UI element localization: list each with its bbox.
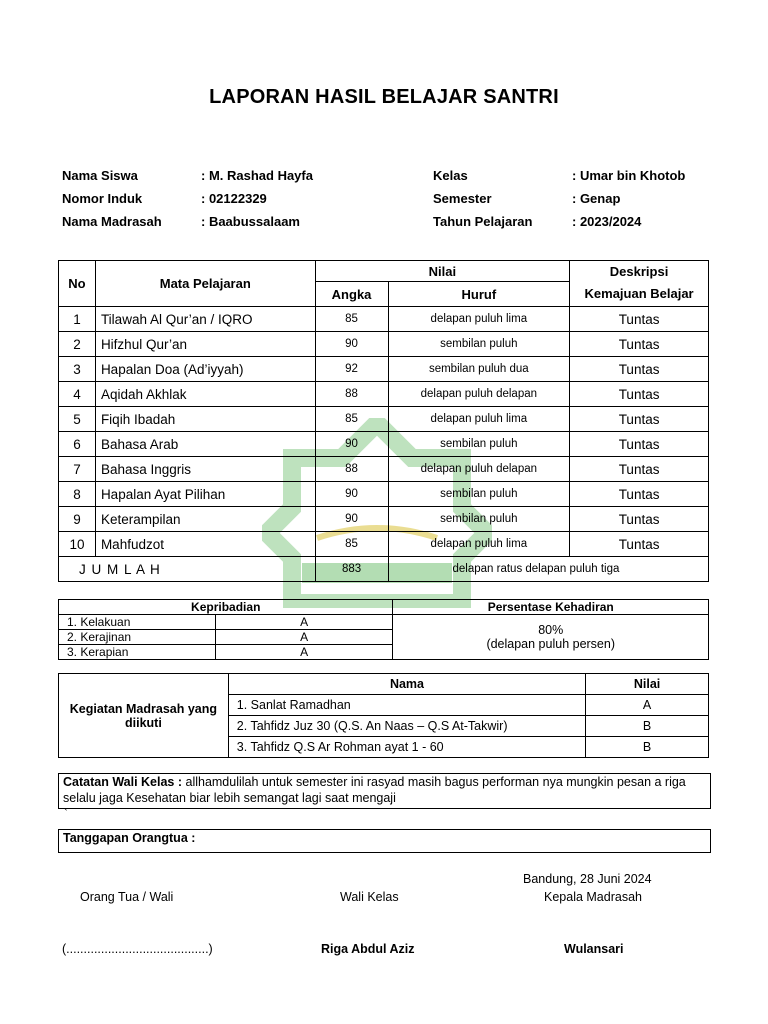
grade-no: 9	[59, 507, 96, 532]
grade-subject: Tilawah Al Qur’an / IQRO	[95, 307, 315, 332]
head-title: Kepala Madrasah	[544, 890, 642, 904]
attendance-header: Persentase Kehadiran	[393, 600, 709, 615]
grade-row	[59, 432, 709, 457]
grade-no: 7	[59, 457, 96, 482]
grades-table	[58, 260, 709, 582]
name-value: : M. Rashad Hayfa	[201, 168, 313, 183]
grade-subject: Aqidah Akhlak	[95, 382, 315, 407]
nis-value: : 02122329	[201, 191, 267, 206]
grade-huruf: delapan puluh delapan	[388, 382, 570, 407]
parent-response-box	[58, 829, 711, 853]
activities-table	[58, 673, 709, 758]
grade-desc: Tuntas	[570, 332, 709, 357]
grade-angka: 92	[315, 357, 388, 382]
header-huruf: Huruf	[388, 282, 570, 307]
grade-desc: Tuntas	[570, 507, 709, 532]
madrasah-label: Nama Madrasah	[62, 214, 162, 229]
personality-label: 2. Kerajinan	[59, 630, 216, 645]
grade-row	[59, 382, 709, 407]
grade-angka: 88	[315, 457, 388, 482]
grade-subject: Keterampilan	[95, 507, 315, 532]
total-words: delapan ratus delapan puluh tiga	[388, 557, 709, 582]
grade-no: 6	[59, 432, 96, 457]
grade-angka: 90	[315, 432, 388, 457]
parent-name: (.........................................)	[62, 942, 213, 956]
parent-response-label: Tanggapan Orangtua :	[63, 831, 196, 845]
personality-value: A	[215, 615, 393, 630]
grade-row	[59, 407, 709, 432]
grade-subject: Fiqih Ibadah	[95, 407, 315, 432]
total-label: J U M L A H	[59, 557, 316, 582]
personality-value: A	[215, 630, 393, 645]
personality-attendance-table	[58, 599, 709, 660]
personality-header: Kepribadian	[59, 600, 393, 615]
grade-huruf: sembilan puluh	[388, 482, 570, 507]
grade-row	[59, 532, 709, 557]
grade-angka: 85	[315, 307, 388, 332]
personality-label: 3. Kerapian	[59, 645, 216, 660]
activities-header-name: Nama	[228, 674, 585, 695]
personality-value: A	[215, 645, 393, 660]
grade-no: 4	[59, 382, 96, 407]
teacher-notes-label: Catatan Wali Kelas :	[63, 775, 183, 789]
grade-angka: 90	[315, 482, 388, 507]
header-subject: Mata Pelajaran	[95, 261, 315, 307]
grade-angka: 88	[315, 382, 388, 407]
attendance-value: 80%	[538, 623, 564, 637]
name-label: Nama Siswa	[62, 168, 138, 183]
nis-label: Nomor Induk	[62, 191, 143, 206]
head-name: Wulansari	[564, 942, 624, 956]
grade-subject: Mahfudzot	[95, 532, 315, 557]
grade-angka: 90	[315, 507, 388, 532]
grade-no: 10	[59, 532, 96, 557]
grade-desc: Tuntas	[570, 457, 709, 482]
grade-no: 1	[59, 307, 96, 332]
semester-label: Semester	[433, 191, 492, 206]
grade-desc: Tuntas	[570, 482, 709, 507]
activity-value: A	[586, 695, 709, 716]
grade-row	[59, 482, 709, 507]
grade-desc: Tuntas	[570, 307, 709, 332]
report-title: LAPORAN HASIL BELAJAR SANTRI	[209, 86, 559, 108]
teacher-title: Wali Kelas	[340, 890, 399, 904]
grade-angka: 85	[315, 532, 388, 557]
year-label: Tahun Pelajaran	[433, 214, 533, 229]
place-date: Bandung, 28 Juni 2024	[523, 872, 652, 886]
header-no: No	[59, 261, 96, 307]
grade-row	[59, 332, 709, 357]
grade-huruf: delapan puluh lima	[388, 532, 570, 557]
grade-subject: Hapalan Ayat Pilihan	[95, 482, 315, 507]
grade-row	[59, 307, 709, 332]
attendance-words: (delapan puluh persen)	[486, 637, 616, 651]
header-desc-1: Deskripsi	[570, 261, 709, 282]
grade-huruf: sembilan puluh	[388, 332, 570, 357]
grade-desc: Tuntas	[570, 357, 709, 382]
grade-desc: Tuntas	[570, 382, 709, 407]
grade-huruf: delapan puluh lima	[388, 407, 570, 432]
total-value: 883	[315, 557, 388, 582]
grade-row	[59, 357, 709, 382]
grade-no: 2	[59, 332, 96, 357]
grade-row	[59, 507, 709, 532]
activity-name: 3. Tahfidz Q.S Ar Rohman ayat 1 - 60	[228, 737, 585, 758]
header-nilai: Nilai	[315, 261, 570, 282]
grade-row	[59, 457, 709, 482]
stray-mark: `	[64, 808, 68, 820]
teacher-name: Riga Abdul Aziz	[321, 942, 415, 956]
header-desc-2: Kemajuan Belajar	[570, 282, 709, 307]
grade-huruf: delapan puluh lima	[388, 307, 570, 332]
grade-subject: Bahasa Arab	[95, 432, 315, 457]
grade-desc: Tuntas	[570, 532, 709, 557]
semester-value: : Genap	[572, 191, 621, 206]
grade-angka: 85	[315, 407, 388, 432]
activity-name: 1. Sanlat Ramadhan	[228, 695, 585, 716]
personality-label: 1. Kelakuan	[59, 615, 216, 630]
activity-value: B	[586, 716, 709, 737]
activities-label: Kegiatan Madrasah yang diikuti	[59, 674, 229, 758]
grade-huruf: delapan puluh delapan	[388, 457, 570, 482]
grade-subject: Bahasa Inggris	[95, 457, 315, 482]
teacher-notes-text: allhamdulilah untuk semester ini rasyad masih bagus performan nya mungkin pesan a riga selalu jaga Kesehatan biar lebih semangat lagi saat mengaji	[63, 775, 686, 805]
header-angka: Angka	[315, 282, 388, 307]
attendance-cell	[393, 615, 709, 660]
grade-angka: 90	[315, 332, 388, 357]
parent-title: Orang Tua / Wali	[80, 890, 174, 904]
class-label: Kelas	[433, 168, 468, 183]
grade-huruf: sembilan puluh	[388, 432, 570, 457]
grade-desc: Tuntas	[570, 432, 709, 457]
grade-desc: Tuntas	[570, 407, 709, 432]
class-value: : Umar bin Khotob	[572, 168, 686, 183]
activities-header-value: Nilai	[586, 674, 709, 695]
activity-name: 2. Tahfidz Juz 30 (Q.S. An Naas – Q.S At-Takwir)	[228, 716, 585, 737]
madrasah-value: : Baabussalaam	[201, 214, 300, 229]
grade-huruf: sembilan puluh	[388, 507, 570, 532]
year-value: : 2023/2024	[572, 214, 642, 229]
teacher-notes-box	[58, 773, 711, 809]
grade-no: 8	[59, 482, 96, 507]
grade-subject: Hifzhul Qur’an	[95, 332, 315, 357]
grade-no: 3	[59, 357, 96, 382]
activity-value: B	[586, 737, 709, 758]
grade-huruf: sembilan puluh dua	[388, 357, 570, 382]
grade-subject: Hapalan Doa (Ad’iyyah)	[95, 357, 315, 382]
grade-no: 5	[59, 407, 96, 432]
